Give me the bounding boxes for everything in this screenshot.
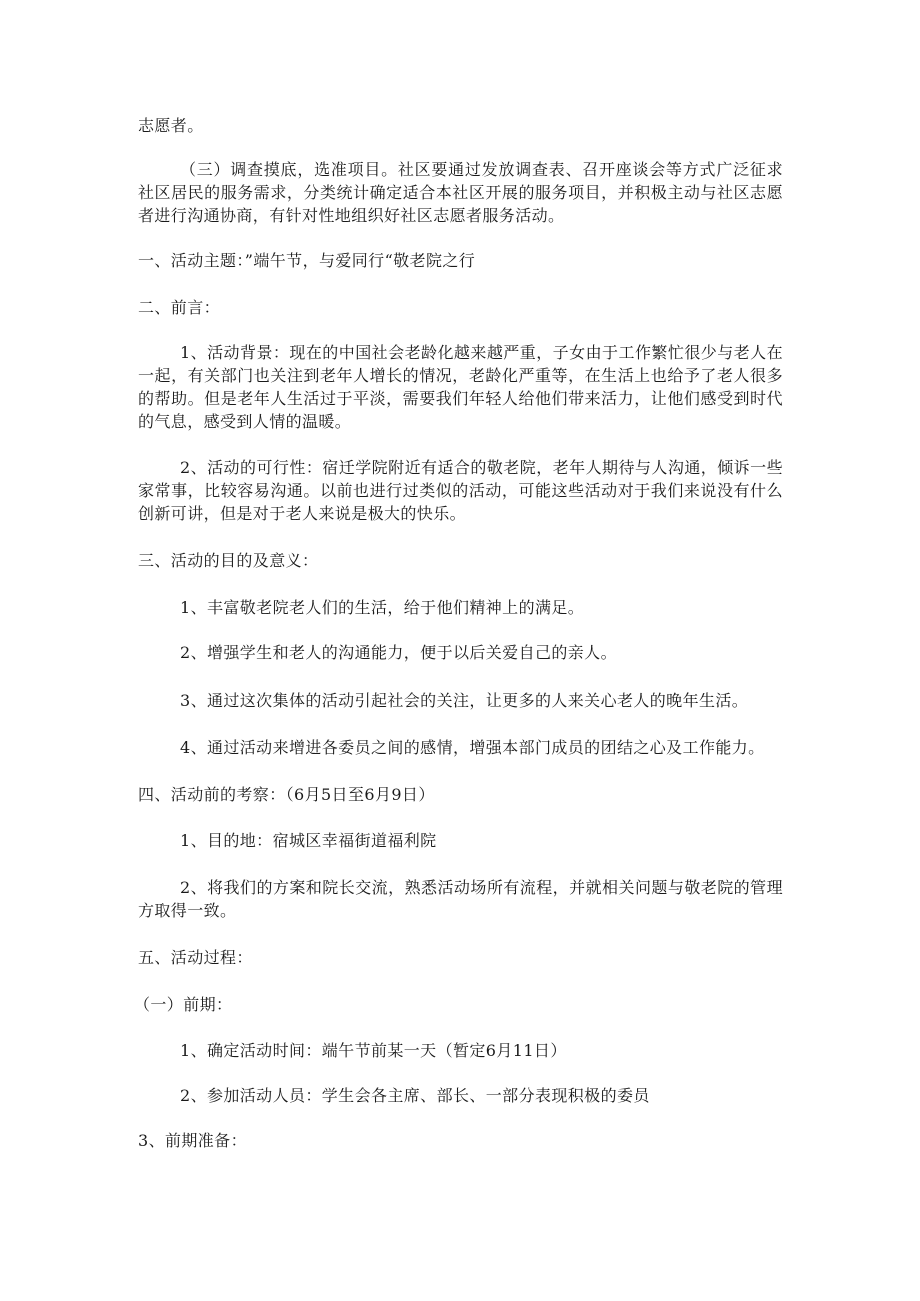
paragraph-survey: （三）调查摸底，选准项目。社区要通过发放调查表、召开座谈会等方式广泛征求社区居民的服务需求，分类统计确定适合本社区开展的服务项目，并积极主动与社区志愿者进行沟通协商，有针对性地组织好社区志愿者服务活动。 <box>138 160 783 225</box>
heading-theme: 一、活动主题：”端午节，与爱同行“敬老院之行 <box>138 251 476 270</box>
list-item-destination: 1、目的地：宿城区幸福街道福利院 <box>180 831 437 850</box>
list-item-purpose-1: 1、丰富敬老院老人们的生活，给于他们精神上的满足。 <box>180 598 585 617</box>
list-item-purpose-2: 2、增强学生和老人的沟通能力，便于以后关爱自己的亲人。 <box>180 643 617 662</box>
heading-process: 五、活动过程： <box>138 948 253 967</box>
paragraph-feasibility: 2、活动的可行性：宿迁学院附近有适合的敬老院，老年人期待与人沟通，倾诉一些家常事，比较容易沟通。以前也进行过类似的活动，可能这些活动对于我们来说没有什么创新可讲，但是对于老人来说是极大的快乐。 <box>138 458 783 523</box>
list-item-activity-time: 1、确定活动时间：端午节前某一天（暂定6月11日） <box>180 1041 567 1060</box>
list-item-participants: 2、参加活动人员：学生会各主席、部长、一部分表现积极的委员 <box>180 1086 650 1105</box>
list-item-purpose-3: 3、通过这次集体的活动引起社会的关注，让更多的人来关心老人的晚年生活。 <box>180 691 749 710</box>
heading-preparation: 3、前期准备： <box>138 1131 247 1150</box>
heading-inspection: 四、活动前的考察：（6月5日至6月9日） <box>138 785 435 804</box>
paragraph-plan-exchange: 2、将我们的方案和院长交流，熟悉活动场所有流程，并就相关问题与敬老院的管理方取得一致。 <box>138 878 783 920</box>
heading-purpose: 三、活动的目的及意义： <box>138 551 319 570</box>
heading-early-stage: （一）前期： <box>134 995 233 1014</box>
paragraph-continuation: 志愿者。 <box>138 116 204 135</box>
heading-preface: 二、前言： <box>138 298 221 317</box>
list-item-purpose-4: 4、通过活动来增进各委员之间的感情，增强本部门成员的团结之心及工作能力。 <box>180 738 765 757</box>
paragraph-background: 1、活动背景：现在的中国社会老龄化越来越严重，子女由于工作繁忙很少与老人在一起，有关部门也关注到老年人增长的情况，老龄化严重等，在生活上也给予了老人很多的帮助。但是老年人生活过于平淡，需要我们年轻人给他们带来活力，让他们感受到时代的气息，感受到人情的温暖。 <box>138 343 783 431</box>
